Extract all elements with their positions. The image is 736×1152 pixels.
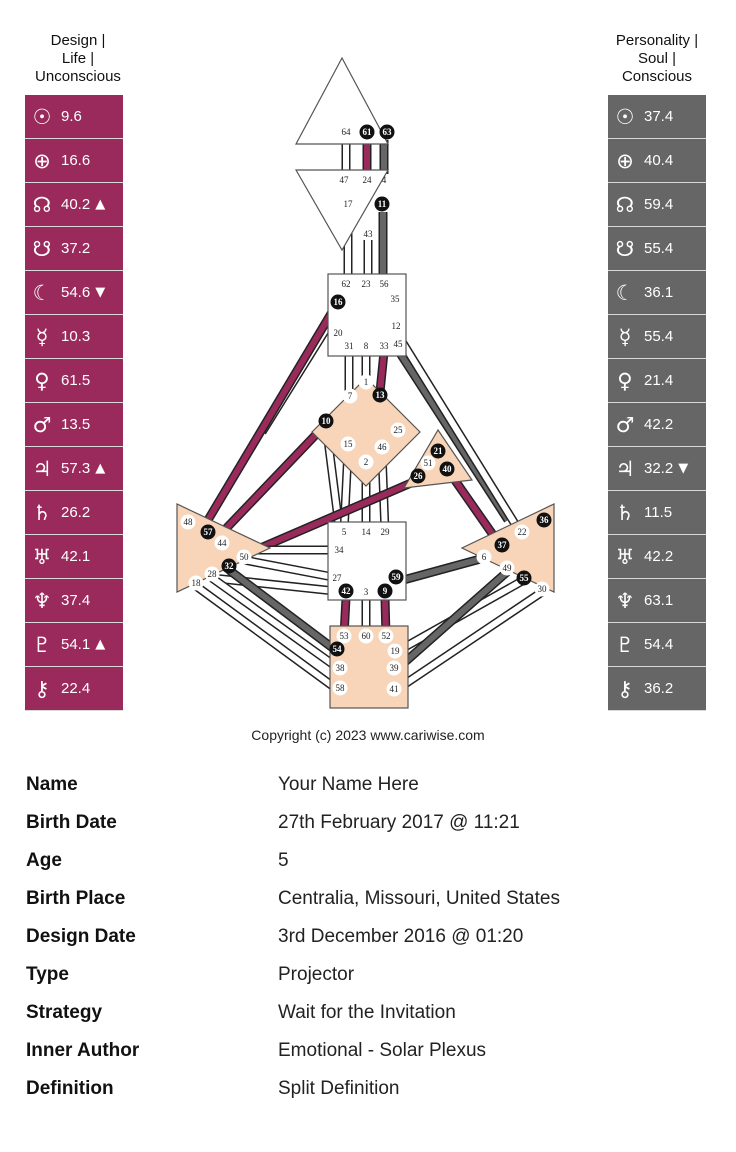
personality-activation-row[interactable] [608, 667, 706, 711]
personality-activation-row[interactable] [608, 623, 706, 667]
activation-value: 57.3 [61, 460, 91, 477]
gate-number: 22 [517, 527, 527, 538]
chiron-icon: ⚷ [34, 676, 50, 701]
activation-value: 37.4 [61, 592, 91, 609]
gate-number: 35 [390, 294, 400, 305]
gate-number: 62 [341, 279, 351, 290]
gate-16[interactable] [331, 295, 346, 310]
jupiter-icon: ♃ [32, 456, 52, 481]
gate-number: 37 [497, 540, 507, 551]
gate-number: 61 [362, 127, 372, 138]
personality-activation-row[interactable] [608, 447, 706, 491]
gate-8[interactable] [364, 341, 369, 351]
gate-23[interactable] [362, 279, 372, 289]
gate-49[interactable] [500, 561, 515, 576]
mercury-icon: ☿ [618, 324, 632, 349]
pluto-icon: ♇ [32, 632, 52, 657]
gate-40[interactable] [440, 462, 455, 477]
gate-11[interactable] [375, 197, 390, 212]
personality-activation-row[interactable] [608, 579, 706, 623]
gate-number: 26 [413, 471, 423, 482]
mars-icon: ♂ [32, 412, 52, 437]
bodygraph-chart [172, 52, 572, 712]
gate-number: 34 [334, 545, 344, 556]
personality-activations-column [608, 95, 706, 711]
activation-value: 42.2 [644, 416, 674, 433]
info-row [26, 1070, 716, 1108]
gate-46[interactable] [375, 440, 390, 455]
info-value: 5 [278, 850, 289, 871]
activation-value: 36.1 [644, 284, 674, 301]
gate-30[interactable] [535, 582, 550, 597]
gate-21[interactable] [431, 444, 446, 459]
design-header-line: Design | [50, 32, 106, 49]
gate-20[interactable] [334, 328, 344, 338]
gate-6[interactable] [477, 550, 492, 565]
gate-number: 32 [224, 561, 234, 572]
activation-value: 13.5 [61, 416, 91, 433]
gate-number: 56 [379, 279, 389, 290]
gate-number: 1 [363, 377, 369, 388]
activation-value: 37.4 [644, 108, 674, 125]
gate-number: 46 [377, 442, 387, 453]
gate-42[interactable] [339, 584, 354, 599]
venus-icon: ♀ [34, 368, 50, 393]
personality-activation-row[interactable] [608, 183, 706, 227]
design-activation-row[interactable] [25, 535, 123, 579]
gate-9[interactable] [378, 584, 393, 599]
gate-number: 55 [519, 573, 529, 584]
channel-line [380, 352, 384, 392]
info-value: Split Definition [278, 1078, 400, 1099]
gate-10[interactable] [319, 414, 334, 429]
gate-61[interactable] [360, 125, 375, 140]
personality-activation-row[interactable] [608, 535, 706, 579]
gate-number: 60 [361, 631, 371, 642]
gate-7[interactable] [343, 389, 358, 404]
design-activation-row[interactable] [25, 139, 123, 183]
gate-number: 25 [393, 425, 403, 436]
activation-value: 37.2 [61, 240, 91, 257]
gate-17[interactable] [344, 199, 354, 209]
gate-number: 40 [442, 464, 452, 475]
moon-icon: ☾ [32, 280, 52, 305]
activation-value: 55.4 [644, 240, 674, 257]
north-node-icon: ☊ [32, 192, 52, 217]
activation-value: 42.2 [644, 548, 674, 565]
personality-activation-row[interactable] [608, 139, 706, 183]
gate-4[interactable] [382, 175, 387, 185]
gate-3[interactable] [364, 587, 369, 597]
gate-27[interactable] [333, 573, 343, 583]
info-row [26, 804, 716, 842]
info-value: Projector [278, 964, 355, 985]
sun-icon: ☉ [615, 104, 635, 129]
saturn-icon: ♄ [615, 500, 635, 525]
design-activation-row[interactable] [25, 271, 123, 315]
design-activations-column [25, 95, 123, 711]
design-header-line: Unconscious [35, 68, 121, 85]
uranus-icon: ♅ [32, 544, 52, 569]
gate-14[interactable] [362, 527, 372, 537]
gate-number: 14 [361, 527, 371, 538]
exalted-arrow-icon: ▲ [95, 197, 106, 212]
gate-number: 45 [393, 339, 403, 350]
chiron-icon: ⚷ [617, 676, 633, 701]
gate-31[interactable] [345, 341, 354, 351]
gate-number: 3 [363, 587, 369, 598]
activation-value: 54.4 [644, 636, 674, 653]
gate-number: 13 [375, 390, 385, 401]
gate-number: 16 [333, 297, 343, 308]
info-value: 27th February 2017 @ 11:21 [278, 812, 520, 833]
gate-19[interactable] [388, 644, 403, 659]
gate-number: 48 [183, 517, 193, 528]
personality-column-header [602, 32, 712, 86]
gate-64[interactable] [342, 127, 352, 137]
gate-number: 58 [335, 683, 345, 694]
activation-value: 54.1 [61, 636, 91, 653]
design-activation-row[interactable] [25, 183, 123, 227]
gate-number: 63 [382, 127, 392, 138]
info-row [26, 918, 716, 956]
gate-44[interactable] [215, 536, 230, 551]
gate-59[interactable] [389, 570, 404, 585]
gate-number: 47 [339, 175, 349, 186]
exalted-arrow-icon: ▲ [95, 461, 106, 476]
gate-number: 5 [341, 527, 347, 538]
activation-value: 32.2 [644, 460, 674, 477]
personality-activation-row[interactable] [608, 95, 706, 139]
gate-number: 38 [335, 663, 345, 674]
gate-number: 44 [217, 538, 227, 549]
gate-32[interactable] [222, 559, 237, 574]
chart-info-table [26, 766, 716, 1108]
personality-header-line: Soul | [637, 50, 677, 67]
gate-50[interactable] [237, 550, 252, 565]
gate-number: 50 [239, 552, 249, 563]
info-label: Strategy [26, 1002, 103, 1023]
personality-activation-row[interactable] [608, 315, 706, 359]
design-activation-row[interactable] [25, 579, 123, 623]
gate-28[interactable] [205, 567, 220, 582]
design-header-line: Life | [61, 50, 95, 67]
personality-header-line: Personality | [615, 32, 699, 49]
gate-45[interactable] [394, 339, 404, 349]
pluto-icon: ♇ [615, 632, 635, 657]
south-node-icon: ☋ [615, 236, 635, 261]
gate-number: 23 [361, 279, 371, 290]
gate-number: 21 [433, 446, 443, 457]
activation-value: 9.6 [61, 108, 82, 125]
activation-value: 54.6 [61, 284, 91, 301]
moon-icon: ☾ [615, 280, 635, 305]
gate-2[interactable] [359, 455, 374, 470]
gate-41[interactable] [387, 682, 402, 697]
gate-5[interactable] [342, 527, 347, 537]
activation-value: 40.2 [61, 196, 91, 213]
gate-number: 15 [343, 439, 353, 450]
gate-number: 12 [391, 321, 401, 332]
gate-number: 20 [333, 328, 343, 339]
gate-57[interactable] [201, 525, 216, 540]
design-activation-row[interactable] [25, 623, 123, 667]
channel-line [244, 560, 338, 578]
activation-value: 22.4 [61, 680, 91, 697]
gate-53[interactable] [337, 629, 352, 644]
activation-value: 63.1 [644, 592, 674, 609]
gate-39[interactable] [387, 661, 402, 676]
design-column-header [23, 32, 133, 86]
info-row [26, 880, 716, 918]
north-node-icon: ☊ [615, 192, 635, 217]
gate-number: 33 [379, 341, 389, 352]
personality-activation-row[interactable] [608, 227, 706, 271]
gate-number: 49 [502, 563, 512, 574]
info-row [26, 842, 716, 880]
gate-56[interactable] [380, 279, 390, 289]
gate-54[interactable] [330, 642, 345, 657]
design-activation-row[interactable] [25, 447, 123, 491]
uranus-icon: ♅ [615, 544, 635, 569]
gate-number: 39 [389, 663, 399, 674]
info-value: Your Name Here [278, 774, 419, 795]
neptune-icon: ♆ [615, 588, 635, 613]
gate-number: 52 [381, 631, 391, 642]
gate-38[interactable] [333, 661, 348, 676]
gate-number: 30 [537, 584, 547, 595]
personality-header-line: Conscious [621, 68, 693, 85]
gate-58[interactable] [333, 681, 348, 696]
mercury-icon: ☿ [35, 324, 49, 349]
info-row [26, 956, 716, 994]
activation-value: 59.4 [644, 196, 674, 213]
design-activation-row[interactable] [25, 667, 123, 711]
gate-63[interactable] [380, 125, 395, 140]
gate-25[interactable] [391, 423, 406, 438]
info-label: Type [26, 964, 69, 985]
gate-number: 54 [332, 644, 342, 655]
info-row [26, 1032, 716, 1070]
activation-value: 55.4 [644, 328, 674, 345]
activation-value: 26.2 [61, 504, 91, 521]
gate-51[interactable] [421, 456, 436, 471]
gate-35[interactable] [391, 294, 401, 304]
gate-number: 51 [423, 458, 433, 469]
gate-18[interactable] [189, 576, 204, 591]
info-label: Birth Date [26, 812, 117, 833]
gate-number: 42 [341, 586, 351, 597]
gate-33[interactable] [380, 341, 390, 351]
info-value: Wait for the Invitation [278, 1002, 456, 1023]
gate-number: 7 [347, 391, 353, 402]
activation-value: 21.4 [644, 372, 674, 389]
gate-43[interactable] [364, 229, 374, 239]
personality-activation-row[interactable] [608, 403, 706, 447]
gate-36[interactable] [537, 513, 552, 528]
gate-number: 18 [191, 578, 201, 589]
channel-line [396, 558, 484, 582]
detriment-arrow-icon: ▼ [95, 285, 106, 300]
info-value: Centralia, Missouri, United States [278, 888, 560, 909]
gate-number: 24 [362, 175, 372, 186]
saturn-icon: ♄ [32, 500, 52, 525]
south-node-icon: ☋ [32, 236, 52, 261]
info-label: Name [26, 774, 78, 795]
gate-47[interactable] [340, 175, 350, 185]
gate-number: 8 [363, 341, 369, 352]
gate-number: 2 [363, 457, 369, 468]
info-row [26, 994, 716, 1032]
gate-number: 53 [339, 631, 349, 642]
gate-number: 19 [390, 646, 400, 657]
gate-15[interactable] [341, 437, 356, 452]
gate-60[interactable] [359, 629, 374, 644]
gate-number: 43 [363, 229, 373, 240]
mars-icon: ♂ [615, 412, 635, 437]
earth-icon: ⊕ [33, 148, 51, 173]
gate-34[interactable] [335, 545, 345, 555]
activation-value: 11.5 [644, 504, 673, 521]
detriment-arrow-icon: ▼ [678, 461, 689, 476]
personality-activation-row[interactable] [608, 271, 706, 315]
gate-number: 28 [207, 569, 217, 580]
gate-number: 57 [203, 527, 213, 538]
gate-24[interactable] [363, 175, 373, 185]
info-label: Definition [26, 1078, 114, 1099]
info-label: Birth Place [26, 888, 126, 909]
activation-value: 16.6 [61, 152, 91, 169]
neptune-icon: ♆ [32, 588, 52, 613]
gate-52[interactable] [379, 629, 394, 644]
exalted-arrow-icon: ▲ [95, 637, 106, 652]
gate-12[interactable] [392, 321, 401, 331]
channel-line [202, 312, 332, 530]
gate-number: 64 [341, 127, 351, 138]
gate-48[interactable] [181, 515, 196, 530]
activation-value: 40.4 [644, 152, 674, 169]
gate-26[interactable] [411, 469, 426, 484]
info-label: Inner Author [26, 1040, 140, 1061]
gate-number: 41 [389, 684, 399, 695]
gate-62[interactable] [342, 279, 351, 289]
earth-icon: ⊕ [616, 148, 634, 173]
gate-number: 59 [391, 572, 401, 583]
activation-value: 36.2 [644, 680, 674, 697]
gate-number: 29 [380, 527, 390, 538]
design-activation-row[interactable] [25, 227, 123, 271]
gate-37[interactable] [495, 538, 510, 553]
gate-number: 27 [332, 573, 342, 584]
info-row [26, 766, 716, 804]
info-label: Age [26, 850, 62, 871]
gate-number: 4 [381, 175, 387, 186]
gate-55[interactable] [517, 571, 532, 586]
sun-icon: ☉ [32, 104, 52, 129]
gate-number: 36 [539, 515, 549, 526]
gate-number: 10 [321, 416, 331, 427]
activation-value: 42.1 [61, 548, 91, 565]
gate-number: 11 [377, 199, 387, 210]
personality-activation-row[interactable] [608, 359, 706, 403]
gate-29[interactable] [381, 527, 391, 537]
copyright-text: Copyright (c) 2023 www.cariwise.com [251, 727, 485, 743]
personality-activation-row[interactable] [608, 491, 706, 535]
jupiter-icon: ♃ [615, 456, 635, 481]
gate-number: 31 [344, 341, 354, 352]
activation-value: 61.5 [61, 372, 91, 389]
gate-1[interactable] [359, 375, 374, 390]
gate-number: 6 [481, 552, 487, 563]
info-label: Design Date [26, 926, 136, 947]
gate-number: 17 [343, 199, 353, 210]
info-value: Emotional - Solar Plexus [278, 1040, 487, 1061]
design-activation-row[interactable] [25, 95, 123, 139]
design-activation-row[interactable] [25, 315, 123, 359]
info-value: 3rd December 2016 @ 01:20 [278, 926, 524, 947]
gate-13[interactable] [373, 388, 388, 403]
design-activation-row[interactable] [25, 359, 123, 403]
gate-number: 9 [382, 586, 388, 597]
design-activation-row[interactable] [25, 491, 123, 535]
design-activation-row[interactable] [25, 403, 123, 447]
activation-value: 10.3 [61, 328, 91, 345]
gate-22[interactable] [515, 525, 530, 540]
venus-icon: ♀ [617, 368, 633, 393]
